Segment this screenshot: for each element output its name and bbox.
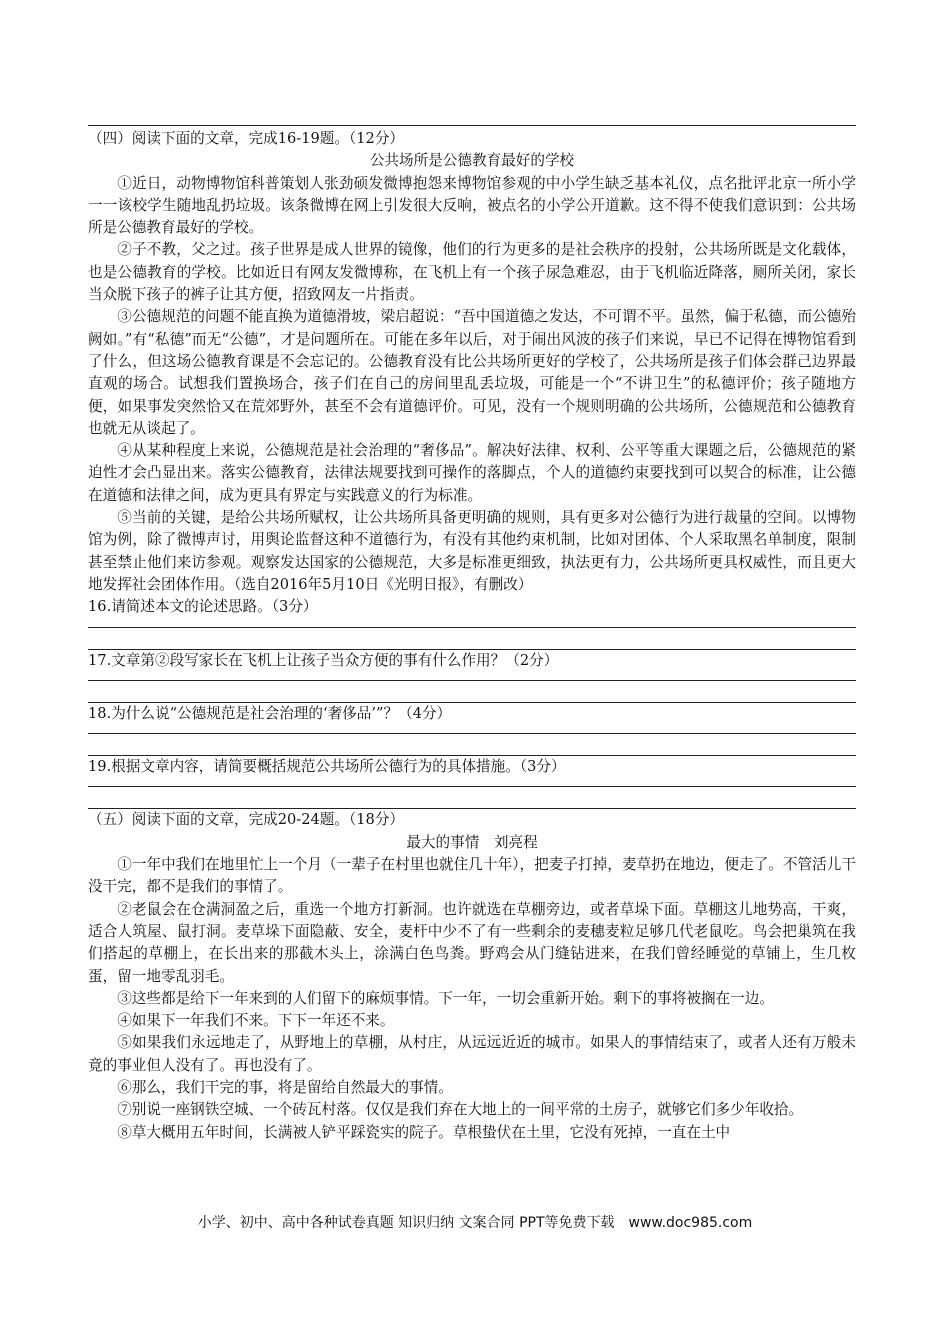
section4-title: 公共场所是公德教育最好的学校 xyxy=(369,152,575,170)
s5-paragraph-8: ⑧草大概用五年时间，长满被人铲平踩瓷实的院子。草根蛰伏在土里，它没有死掉，一直在土中 xyxy=(117,1123,731,1141)
s4-paragraph-3: ③公德规范的问题不能直换为道德滑坡，梁启超说：“吾中国道德之发达，不可谓不平。虽然，偏于私德，而公德殆阙如。”有“私德”而无“公德”，才是问题所在。可能在多年以后，对于闹出风波的孩子们来说，早已不记得在博物馆看到了什么，但这场公德教育课是不会忘记的。公德教育没有比公共场所更好的学校了，公共场所是孩子们体会群己边界最直观的场合。试想我们置换场合，孩子们在自己的房间里乱丢垃圾，可能是一个“不讲卫生”的私德评价；孩子随地方便，如果事发突然恰又在荒郊野外，甚至不会有道德评价。可见，没有一个规则明确的公共场所，公德规范和公德教育也就无从谈起了。 xyxy=(88,308,856,437)
question-19: 19.根据文章内容，请简要概括规范公共场所公德行为的具体措施。（3分） xyxy=(88,758,566,776)
section5-heading: （五）阅读下面的文章，完成20-24题。（18分） xyxy=(88,811,405,829)
s5-paragraph-3: ③这些都是给下一年来到的人们留下的麻烦事情。下一年，一切会重新开始。剩下的事将被搁在一边。 xyxy=(117,989,774,1007)
answer-line[interactable] xyxy=(88,681,856,703)
answer-line[interactable] xyxy=(88,672,856,681)
s5-paragraph-5: ⑤如果我们永远地走了，从野地上的草棚，从村庄，从远远近近的城市。如果人的事情结束了，或者人还有万般未竟的事业但人没有了。再也没有了。 xyxy=(88,1034,856,1074)
answer-line[interactable] xyxy=(88,725,856,734)
question-18: 18.为什么说“公德规范是社会治理的‘奢侈品’”？（4分） xyxy=(88,704,452,722)
s5-paragraph-1: ①一年中我们在地里忙上一个月（一辈子在村里也就住几十年），把麦子打掉，麦草扔在地边，便走了。不管活儿干没干完，都不是我们的事情了。 xyxy=(88,856,856,896)
s4-paragraph-2: ②子不教，父之过。孩子世界是成人世界的镜像，他们的行为更多的是社会秩序的投射，公共场所既是文化载体，也是公德教育的学校。比如近日有网友发微博称，在飞机上有一个孩子尿急难忍，由于飞机临近降落，厕所关闭，家长当众脱下孩子的裤子让其方便，招致网友一片指责。 xyxy=(88,241,856,304)
exam-page xyxy=(88,125,856,1144)
answer-line[interactable] xyxy=(88,734,856,756)
question-16: 16.请简述本文的论述思路。（3分） xyxy=(88,598,318,616)
s4-paragraph-1: ①近日，动物博物馆科普策划人张劲硕发微博抱怨来博物馆参观的中小学生缺乏基本礼仪，点名批评北京一所小学一一该校学生随地乱扔垃圾。该条微博在网上引发很大反响，被点名的小学公开道歉。这不得不使我们意识到：公共场所是公德教育最好的学校。 xyxy=(88,174,856,237)
s4-paragraph-5: ⑤当前的关键，是给公共场所赋权，让公共场所具备更明确的规则，具有更多对公德行为进行裁量的空间。以博物馆为例，除了微博声讨，用舆论监督这种不道德行为，有没有其他约束机制，比如对团体、个人采取黑名单制度，限制甚至禁止他们来访参观。观察发达国家的公德规范，大多是标准更细致，执法更有力，公共场所更具权威性，而且更大地发挥社会团体作用。（选自2016年5月10日《光明日报》，有删改） xyxy=(88,509,856,593)
section4-heading: （四）阅读下面的文章，完成16-19题。（12分） xyxy=(88,130,405,147)
answer-line[interactable] xyxy=(88,619,856,628)
answer-line[interactable] xyxy=(88,628,856,650)
answer-line[interactable] xyxy=(88,787,856,809)
section5-title: 最大的事情 刘亮程 xyxy=(406,833,538,851)
question-17: 17.文章第②段写家长在飞机上让孩子当众方便的事有什么作用？（2分） xyxy=(88,651,559,669)
answer-line[interactable] xyxy=(88,778,856,787)
s5-paragraph-2: ②老鼠会在仓满洞盈之后，重选一个地方打新洞。也许就选在草棚旁边，或者草垛下面。草棚这儿地势高，干爽，适合人筑屋、鼠打洞。麦草垛下面隐蔽、安全，麦杆中少不了有一些剩余的麦穗麦粒足够几代老鼠吃。鸟会把巢筑在我们搭起的草棚上，在长出来的那截木头上，涂满白色鸟粪。野鸡会从门缝钻进来，在我们曾经睡觉的草铺上，生几枚蛋，留一地零乱羽毛。 xyxy=(88,900,856,985)
top-divider xyxy=(88,125,856,126)
s5-paragraph-4: ④如果下一年我们不来。下下一年还不来。 xyxy=(117,1012,395,1030)
s4-paragraph-4: ④从某种程度上来说，公德规范是社会治理的“奢侈品”。解决好法律、权利、公平等重大课题之后，公德规范的紧迫性才会凸显出来。落实公德教育，法律法规要找到可操作的落脚点，个人的道德约束要找到可以契合的标准，让公德在道德和法律之间，成为更具有界定与实践意义的行为标准。 xyxy=(88,442,856,504)
s5-paragraph-7: ⑦别说一座钢铁空城、一个砖瓦村落。仅仅是我们弃在大地上的一间平常的土房子，就够它们多少年收拾。 xyxy=(117,1101,804,1119)
page-footer: 小学、初中、高中各种试卷真题 知识归纳 文案合同 PPT等免费下载 www.doc985.com xyxy=(197,1215,753,1231)
s5-paragraph-6: ⑥那么，我们干完的事，将是留给自然最大的事情。 xyxy=(117,1078,453,1096)
